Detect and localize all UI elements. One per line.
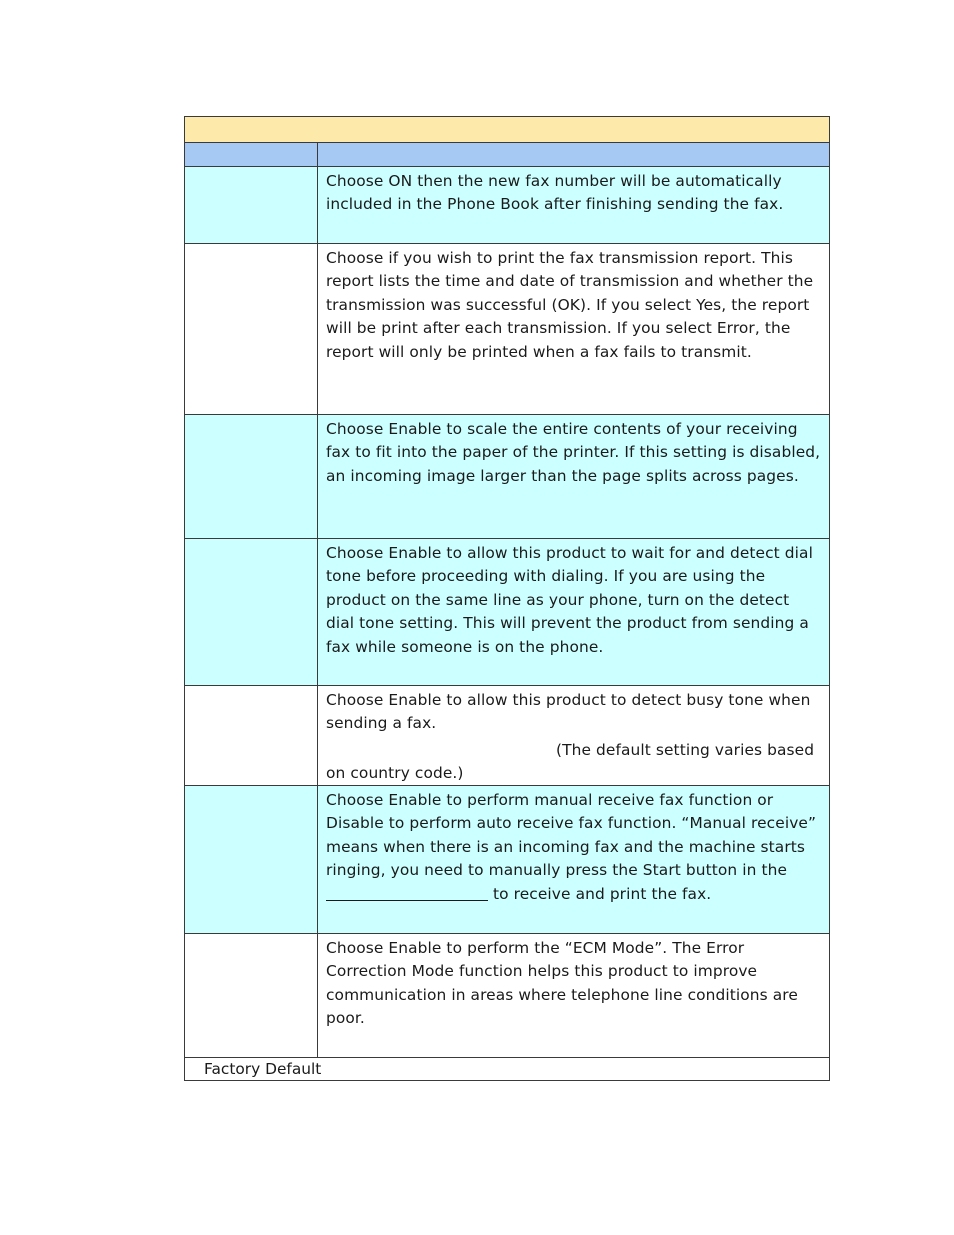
setting-description: Choose ON then the new fax number will be automatically included in the Phone Book after finishing sending the fax.	[326, 172, 784, 214]
setting-description-cell	[318, 934, 829, 1057]
setting-description: Choose Enable to scale the entire contents of your receiving fax to fit into the paper of the printer. If this setting is disabled, an incoming image larger than the page splits across pages.	[326, 420, 821, 485]
setting-description-part: to receive and print the fax.	[488, 884, 712, 903]
table-row	[185, 538, 829, 685]
table-row	[185, 243, 829, 414]
table-row	[185, 166, 829, 243]
blank-underline	[326, 885, 488, 901]
setting-description: Choose Enable to allow this product to wait for and detect dial tone before proceeding with dialing. If you are using the product on the same line as your phone, turn on the detect dial tone setting. This will prevent the product from sending a fax while someone is on the phone.	[326, 544, 813, 656]
fax-settings-table	[184, 116, 830, 1081]
setting-note: (The default setting varies based on country code.)	[326, 740, 815, 783]
setting-name-cell	[185, 686, 318, 785]
setting-description: Choose Enable to allow this product to detect busy tone when sending a fax.	[326, 691, 811, 733]
table-row	[185, 785, 829, 933]
setting-description: Choose Enable to perform the “ECM Mode”. The Error Correction Mode function helps this product to improve communication in areas where telephone line conditions are poor.	[326, 939, 798, 1028]
table-row	[185, 685, 829, 785]
setting-description-cell	[318, 686, 829, 785]
factory-default-label: Factory Default	[204, 1060, 322, 1078]
setting-description-cell	[318, 539, 829, 685]
header-description-cell	[318, 143, 829, 166]
header-setting-cell	[185, 143, 318, 166]
setting-description-cell	[318, 167, 829, 243]
setting-description-cell	[318, 415, 829, 538]
table-row	[185, 933, 829, 1057]
setting-description	[326, 789, 821, 906]
setting-name-cell	[185, 539, 318, 685]
table-title-row	[185, 117, 829, 142]
setting-description-cell	[318, 786, 829, 933]
table-header-row	[185, 142, 829, 166]
table-row	[185, 414, 829, 538]
table-footer-row	[185, 1057, 829, 1080]
setting-name-cell	[185, 415, 318, 538]
setting-description-part: Choose Enable to perform manual receive fax function or Disable to perform auto receive fax function. “Manual receive” means when there is an incoming fax and the machine starts ringing, you need to manually press the Start button in the	[326, 791, 817, 880]
setting-description: Choose if you wish to print the fax transmission report. This report lists the time and date of transmission and whether the transmission was successful (OK). If you select Yes, the report will be print after each transmission. If you select Error, the report will only be printed when a fax fails to transmit.	[326, 249, 814, 361]
setting-name-cell	[185, 167, 318, 243]
setting-description-cell	[318, 244, 829, 414]
setting-name-cell	[185, 244, 318, 414]
setting-name-cell	[185, 786, 318, 933]
setting-name-cell	[185, 934, 318, 1057]
